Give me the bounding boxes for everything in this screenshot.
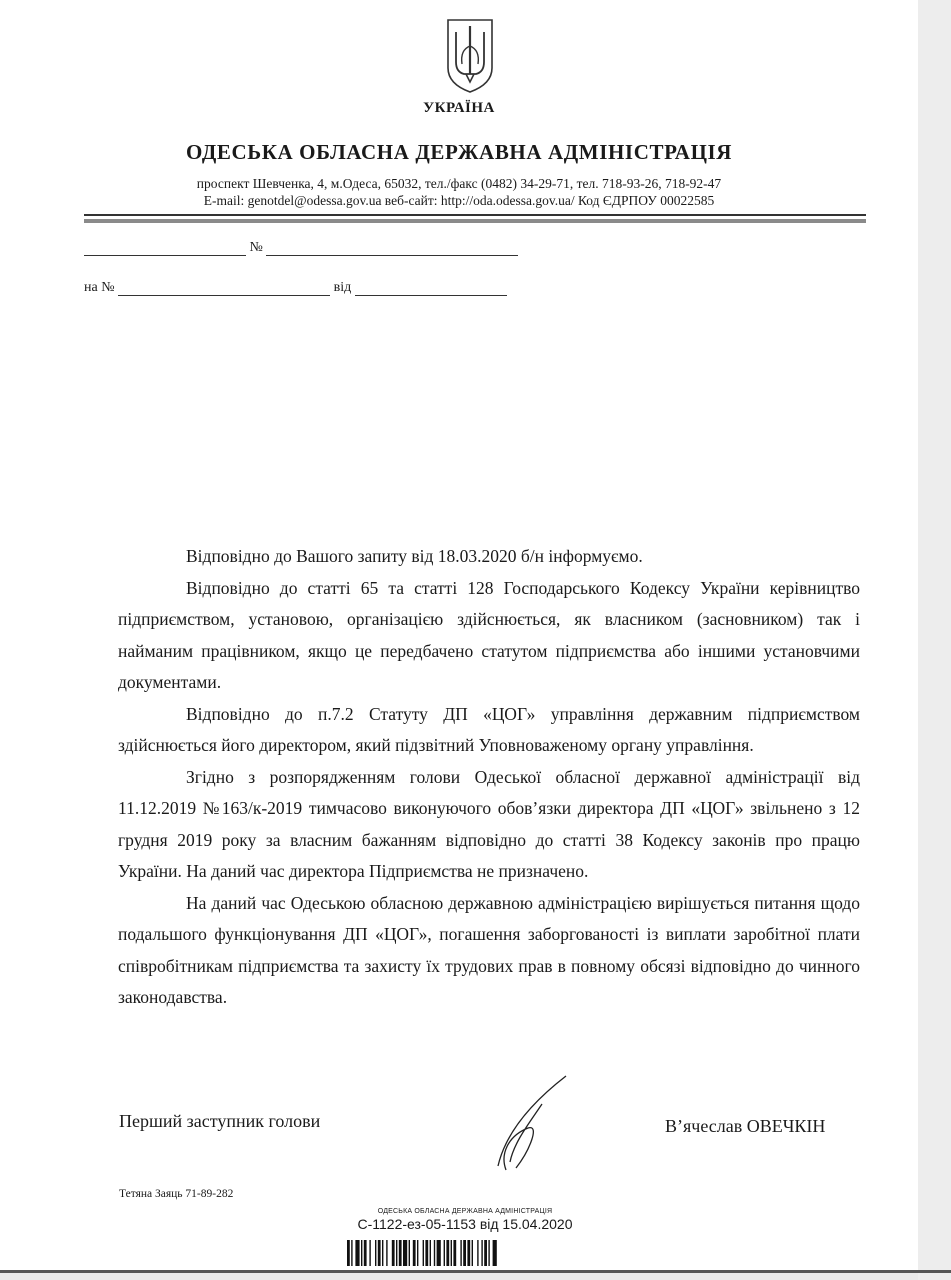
header-divider <box>84 214 866 216</box>
page-edge <box>918 0 951 1280</box>
organization-name: ОДЕСЬКА ОБЛАСНА ДЕРЖАВНА АДМІНІСТРАЦІЯ <box>185 140 733 164</box>
paragraph: Відповідно до Вашого запиту від 18.03.2020 б/н інформуємо. <box>186 546 643 566</box>
date-blank <box>84 241 246 256</box>
paragraph: Відповідно до статті 65 та статті 128 Господарського Кодексу України керівництво підприємством, установою, організацією здійснюється, як власником (засновником) так і найманим працівником, якщо це передбачено статутом підприємства або іншими установчими документами. <box>118 577 860 692</box>
number-blank <box>266 241 518 256</box>
reply-number-blank <box>118 281 330 296</box>
registration-stamp <box>335 1208 595 1232</box>
incoming-reference-row <box>84 280 507 296</box>
executor-contact: Тетяна Заяць 71-89-282 <box>119 1188 234 1200</box>
number-label: № <box>249 240 263 255</box>
from-label: від <box>333 280 352 295</box>
trident-emblem-icon <box>442 16 498 94</box>
barcode-icon <box>343 1240 587 1266</box>
country-name: УКРАЇНА <box>423 100 495 116</box>
letter-body <box>118 541 860 1014</box>
contact-block <box>0 175 918 209</box>
page-bottom-edge <box>0 1270 951 1273</box>
contacts-line: E-mail: genotdel@odessa.gov.ua веб-сайт: http://oda.odessa.gov.ua/ Код ЄДРПОУ 00022585 <box>203 193 715 208</box>
registration-number: С-1122-ез-05-1153 від 15.04.2020 <box>357 1216 573 1232</box>
reply-date-blank <box>355 281 507 296</box>
paragraph: Відповідно до п.7.2 Статуту ДП «ЦОГ» управління державним підприємством здійснюється його директором, який підзвітний Уповноваженому органу управління. <box>118 703 860 755</box>
outgoing-reference-row <box>84 240 518 256</box>
paragraph: На даний час Одеською обласною державною адміністрацією вирішується питання щодо подальшого функціонування ДП «ЦОГ», погашення заборгованості із виплати заробітної плати співробітникам підприємства та захисту їх трудових прав в повному обсязі відповідно до чинного законодавства. <box>118 892 860 1007</box>
paragraph: Згідно з розпорядженням голови Одеської обласної державної адміністрації від 11.12.2019 №163/к-2019 тимчасово виконуючого обов’язки директора ДП «ЦОГ» звільнено з 12 грудня 2019 року за власним бажанням відповідно до статті 38 Кодексу законів про працю України. На даний час директора Підприємства не призначено. <box>118 766 860 881</box>
signatory-position: Перший заступник голови <box>119 1111 321 1131</box>
address-line: проспект Шевченка, 4, м.Одеса, 65032, тел./факс (0482) 34-29-71, тел. 718-93-26, 718-92-47 <box>196 176 722 191</box>
stamp-organization: ОДЕСЬКА ОБЛАСНА ДЕРЖАВНА АДМІНІСТРАЦІЯ <box>377 1208 553 1215</box>
reply-label: на № <box>84 280 115 295</box>
header-divider-thick <box>84 219 866 223</box>
handwritten-signature <box>470 1070 590 1180</box>
signatory-name: В’ячеслав ОВЕЧКІН <box>665 1116 826 1136</box>
